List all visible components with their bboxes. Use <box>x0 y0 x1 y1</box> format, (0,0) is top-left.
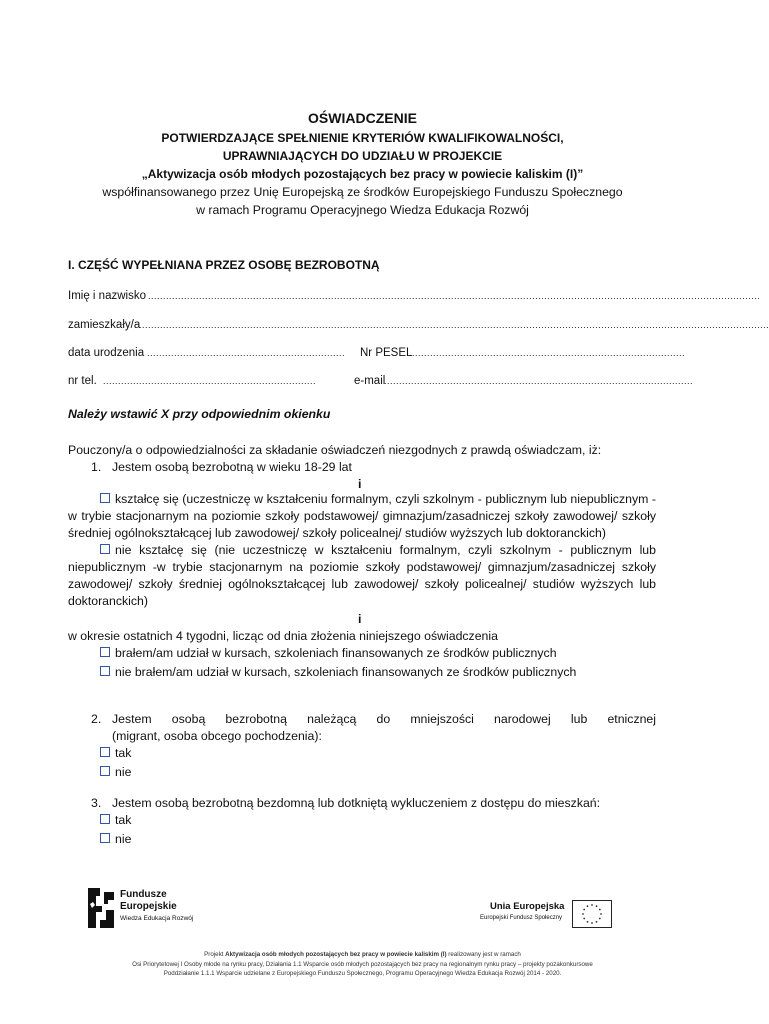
eu-logo-line1: Unia Europejska <box>490 901 565 912</box>
item2-text: Jestem osobą bezrobotną należącą do mniejszości narodowej lub etnicznej <box>112 712 656 726</box>
option-attended-courses: brałem/am udział w kursach, szkoleniach finansowanych ze środków publicznych <box>100 646 557 660</box>
checkbox-item2-no[interactable] <box>100 766 110 776</box>
item2-yes-option: tak <box>100 746 131 760</box>
pesel-field[interactable]: ............................................................................................ <box>409 348 686 358</box>
checkbox-item3-yes[interactable] <box>100 814 110 824</box>
checkbox-attended-courses[interactable] <box>100 647 110 657</box>
option-studying-line3: średniej ogólnokształcącej lub zawodowej/ szkoły policealnej/ studiów wyższych lub doktoranckich) <box>68 526 606 540</box>
email-label: e-mail <box>354 375 386 387</box>
item2-text-line2: (migrant, osoba obcego pochodzenia): <box>112 729 322 743</box>
item1-number: 1. <box>91 460 102 474</box>
section-title: I. CZĘŚĆ WYPEŁNIANA PRZEZ OSOBĘ BEZROBOTNĄ <box>68 258 380 272</box>
name-label: Imię i nazwisko <box>68 290 146 302</box>
option-not-studying: nie kształcę się (nie uczestniczę w kształceniu formalnym, czyli szkolnym - publicznym lub <box>68 543 656 557</box>
eu-logo-line2: Europejski Fundusz Społeczny <box>480 915 563 921</box>
checkbox-not-attended-courses[interactable] <box>100 666 110 676</box>
eu-flag-icon <box>572 900 612 928</box>
item3-text: Jestem osobą bezrobotną bezdomną lub dotkniętą wykluczeniem z dostępu do mieszkań: <box>112 796 601 810</box>
document-subtitle-2: UPRAWNIAJĄCYCH DO UDZIAŁU W PROJEKCIE <box>222 149 503 163</box>
email-field[interactable]: ....................................................................................................... <box>384 376 694 386</box>
item1-text: Jestem osobą bezrobotną w wieku 18-29 lat <box>112 460 352 474</box>
instruction: Należy wstawić X przy odpowiednim okienku <box>68 407 331 421</box>
fundusze-europejskie-logo <box>86 886 226 932</box>
option-not-attended-courses: nie brałem/am udział w kursach, szkoleniach finansowanych ze środków publicznych <box>100 665 576 679</box>
document-subtitle-1: POTWIERDZAJĄCE SPEŁNIENIE KRYTERIÓW KWALIFIKOWALNOŚCI, <box>161 131 564 145</box>
phone-field[interactable]: ....................................................................... <box>103 376 317 386</box>
conjunction-i: i <box>358 477 362 491</box>
address-label: zamieszkały/a <box>68 319 141 331</box>
unia-europejska-logo <box>474 900 614 932</box>
program-line: w ramach Programu Operacyjnego Wiedza Edukacja Rozwój <box>196 203 529 217</box>
fe-symbol-icon <box>86 886 116 930</box>
item2-number: 2. <box>91 712 102 726</box>
intro-statement: Pouczony/a o odpowiedzialności za składanie oświadczeń niezgodnych z prawdą oświadczam, iż: <box>68 443 602 457</box>
name-field[interactable]: ............................................................................................................................................................................................................ <box>148 291 761 301</box>
cofinancing-line: współfinansowanego przez Unię Europejską ze środków Europejskiego Funduszu Społecznego <box>102 185 623 199</box>
period-statement: w okresie ostatnich 4 tygodni, licząc od dnia złożenia niniejszego oświadczenia <box>68 629 498 643</box>
checkbox-item3-no[interactable] <box>100 833 110 843</box>
option-studying: kształcę się (uczestniczę w kształceniu formalnym, czyli szkolnym - publicznym lub niepublicznym - <box>68 492 656 506</box>
item3-no-option: nie <box>100 832 131 846</box>
item3-yes-option: tak <box>100 813 131 827</box>
option-studying-line2: w trybie stacjonarnym na poziomie szkoły podstawowej/ gimnazjum/zasadniczej szkoły zawodowej/ szkoły <box>68 509 656 523</box>
pesel-label: Nr PESEL <box>360 347 413 359</box>
fe-logo-line1: Fundusze <box>120 889 167 900</box>
birth-date-field[interactable]: .................................................................. <box>147 348 346 358</box>
option-not-studying-line2: niepublicznym -w trybie stacjonarnym na poziomie szkoły podstawowej/ gimnazjum/zasadniczej szkoły <box>68 560 656 574</box>
phone-label: nr tel. <box>68 375 97 387</box>
footer-line2: Osi Priorytetowej I Osoby młode na rynku pracy, Działania 1.1 Wsparcie osób młodych pozostających bez pracy na regionalnym rynku pracy – projekty pozakonkursowe <box>132 961 593 968</box>
project-name: „Aktywizacja osób młodych pozostających bez pracy w powiecie kaliskim (I)” <box>141 167 584 181</box>
item2-no-option: nie <box>100 765 131 779</box>
fe-logo-line2: Europejskie <box>120 901 177 912</box>
conjunction-i-2: i <box>358 612 362 626</box>
footer-line1: Projekt Aktywizacja osób młodych pozostających bez pracy w powiecie kaliskim (I) realizowany jest w ramach <box>204 951 521 958</box>
address-field[interactable]: .................................................................................................................................................................................................................. <box>139 320 769 330</box>
footer-line3: Poddziałanie 1.1.1 Wsparcie udzielane z Europejskiego Funduszu Społecznego, Programu Operacyjnego Wiedza Edukacja Rozwój 2014 - 2020. <box>163 970 562 977</box>
fe-logo-line3: Wiedza Edukacja Rozwój <box>120 915 194 922</box>
option-not-studying-line3: zawodowej/ szkoły średniej ogólnokształcącej lub zawodowej/ szkoły policealnej/ studiów wyższych lub <box>68 577 656 591</box>
checkbox-item2-yes[interactable] <box>100 747 110 757</box>
item3-number: 3. <box>91 796 102 810</box>
document-title: OŚWIADCZENIE <box>308 110 417 126</box>
checkbox-studying[interactable] <box>100 493 110 503</box>
checkbox-not-studying[interactable] <box>100 544 110 554</box>
option-not-studying-line4: doktoranckich) <box>68 594 148 608</box>
birth-date-label: data urodzenia <box>68 347 145 359</box>
